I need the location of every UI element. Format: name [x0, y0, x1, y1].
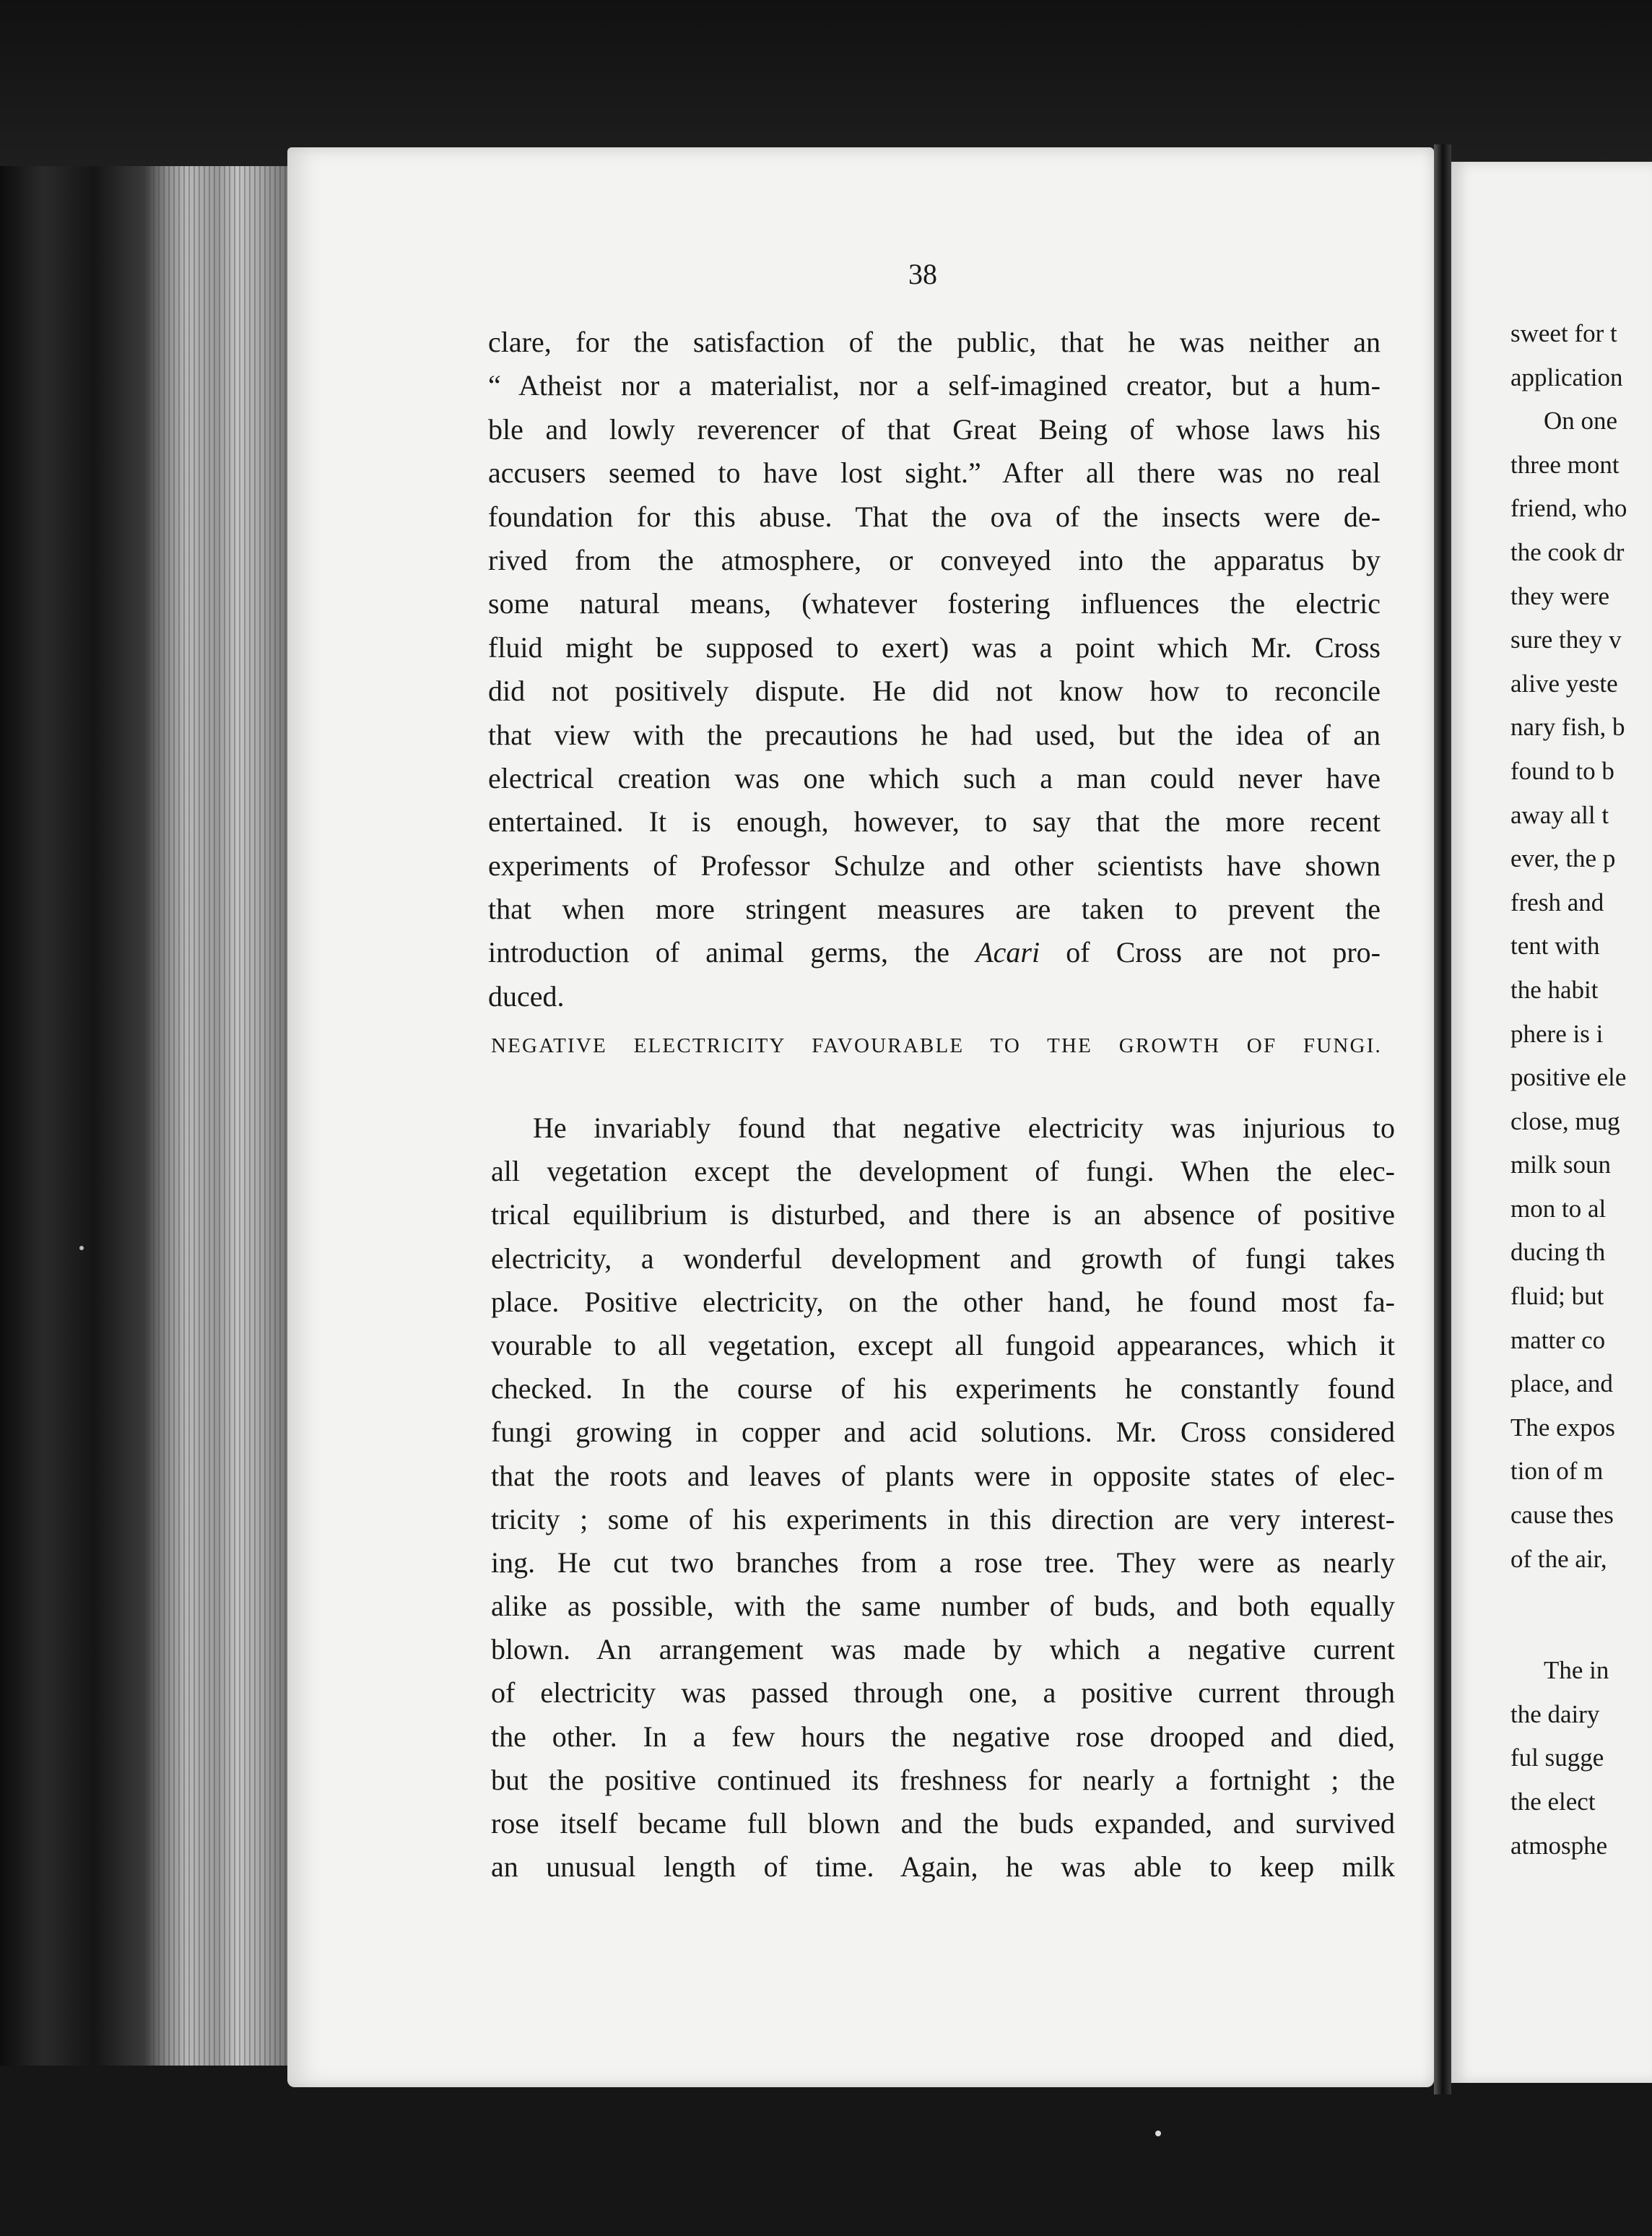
right-text-line: sure they v — [1510, 625, 1622, 654]
right-text-line: ducing th — [1510, 1238, 1606, 1267]
right-text-line: the elect — [1510, 1788, 1596, 1816]
section-heading: NEGATIVE ELECTRICITY FAVOURABLE TO THE GROWTH OF FUNGI. — [491, 1034, 1382, 1057]
text-line: that when more stringent measures are taken to prevent the — [488, 893, 1381, 926]
text-line: place. Positive electricity, on the other hand, he found most fa- — [491, 1285, 1395, 1318]
text-line: of electricity was passed through one, a positive current through — [491, 1676, 1395, 1710]
text-line: clare, for the satisfaction of the public, that he was neither an — [488, 326, 1381, 358]
text-line: alike as possible, with the same number of buds, and both equally — [491, 1590, 1395, 1623]
right-text-line: of the air, — [1510, 1544, 1607, 1573]
right-text-line: fluid; but — [1510, 1282, 1604, 1311]
right-text-line: close, mug — [1510, 1106, 1620, 1135]
right-text-line: tent with — [1510, 932, 1600, 961]
dust-speck — [1155, 2131, 1161, 2136]
right-text-line: application — [1510, 363, 1623, 391]
text-line: experiments of Professor Schulze and other scientists have shown — [488, 849, 1381, 882]
right-text-line: ever, the p — [1510, 844, 1616, 873]
text-line: duced. — [488, 979, 565, 1013]
paragraph-2 — [491, 1106, 1395, 1889]
right-text-line: found to b — [1510, 756, 1614, 785]
right-text-line: the habit — [1510, 975, 1599, 1004]
right-text-line: positive ele — [1510, 1063, 1627, 1092]
right-text-line: phere is i — [1510, 1019, 1604, 1048]
right-text-line: fresh and — [1510, 888, 1604, 916]
right-text-line: friend, who — [1510, 494, 1627, 523]
text-line: vourable to all vegetation, except all fungoid appearances, which it — [491, 1328, 1395, 1361]
text-line: foundation for this abuse. That the ova of the insects were de- — [488, 500, 1381, 533]
right-text-line: atmosphe — [1510, 1831, 1608, 1860]
right-text-line: the dairy — [1510, 1699, 1600, 1728]
italic-term: Acari — [975, 936, 1040, 969]
right-text-line: the cook dr — [1510, 537, 1625, 566]
right-text-line: three mont — [1510, 450, 1620, 479]
scan-background-top — [0, 0, 1652, 166]
book-page-stack-lines — [148, 166, 292, 2066]
text-line: electricity, a wonderful development and growth of fungi takes — [491, 1242, 1395, 1275]
text-line: trical equilibrium is disturbed, and there is an absence of positive — [491, 1198, 1395, 1231]
book-gutter — [1434, 144, 1451, 2094]
page-number: 38 — [908, 258, 937, 290]
text-line: electrical creation was one which such a man could never have — [488, 761, 1381, 794]
right-text-line: tion of m — [1510, 1457, 1604, 1486]
paragraph-1 — [488, 321, 1381, 1018]
text-line: checked. In the course of his experiments he constantly found — [491, 1372, 1395, 1405]
text-line: that view with the precautions he had used, but the idea of an — [488, 718, 1381, 751]
right-text-line: nary fish, b — [1510, 713, 1625, 742]
right-page-text — [1510, 312, 1652, 1868]
text-line: did not positively dispute. He did not know how to reconcile — [488, 675, 1381, 708]
text-line: “ Atheist nor a materialist, nor a self-imagined creator, but a hum- — [488, 369, 1381, 402]
right-text-line: The expos — [1510, 1413, 1615, 1442]
text-line: but the positive continued its freshness for nearly a fortnight ; the — [491, 1763, 1395, 1796]
dust-speck — [79, 1246, 84, 1250]
text-line: introduction of animal germs, the Acari of Cross are not pro- — [488, 936, 1381, 969]
text-line: the other. In a few hours the negative rose drooped and died, — [491, 1720, 1395, 1753]
text-line: fluid might be supposed to exert) was a point which Mr. Cross — [488, 630, 1381, 664]
text-line: entertained. It is enough, however, to say that the more recent — [488, 805, 1381, 838]
text-line: He invariably found that negative electricity was injurious to — [533, 1112, 1395, 1144]
text-line: tricity ; some of his experiments in this direction are very interest- — [491, 1502, 1395, 1535]
right-text-line: The in — [1544, 1656, 1609, 1685]
right-text-line: ful sugge — [1510, 1743, 1604, 1772]
text-line: accusers seemed to have lost sight.” After all there was no real — [488, 456, 1381, 490]
text-line: ing. He cut two branches from a rose tree. They were as nearly — [491, 1546, 1395, 1579]
scan-background-bottom — [0, 2066, 1652, 2236]
text-line: ble and lowly reverencer of that Great Being of whose laws his — [488, 412, 1381, 446]
right-text-line: cause thes — [1510, 1501, 1614, 1530]
text-line: all vegetation except the development of fungi. When the elec- — [491, 1155, 1395, 1188]
right-text-line: they were — [1510, 581, 1610, 610]
text-line: some natural means, (whatever fostering influences the electric — [488, 587, 1381, 620]
text-line: rived from the atmosphere, or conveyed into the apparatus by — [488, 543, 1381, 576]
right-text-line: alive yeste — [1510, 669, 1618, 698]
text-line: fungi growing in copper and acid solutions. Mr. Cross considered — [491, 1416, 1395, 1449]
text-line: an unusual length of time. Again, he was able to keep milk — [491, 1850, 1395, 1884]
right-text-line: mon to al — [1510, 1194, 1607, 1223]
right-text-line: matter co — [1510, 1325, 1606, 1354]
text-line: blown. An arrangement was made by which a negative current — [491, 1633, 1395, 1666]
right-text-line: On one — [1544, 407, 1618, 436]
text-line: that the roots and leaves of plants were in opposite states of elec- — [491, 1459, 1395, 1492]
text-line: rose itself became full blown and the buds expanded, and survived — [491, 1807, 1395, 1840]
right-text-line: sweet for t — [1510, 319, 1617, 347]
right-text-line: milk soun — [1510, 1150, 1612, 1179]
right-text-line: away all t — [1510, 800, 1609, 829]
right-text-line: place, and — [1510, 1369, 1613, 1398]
right-paragraph-gap — [1510, 1581, 1652, 1649]
